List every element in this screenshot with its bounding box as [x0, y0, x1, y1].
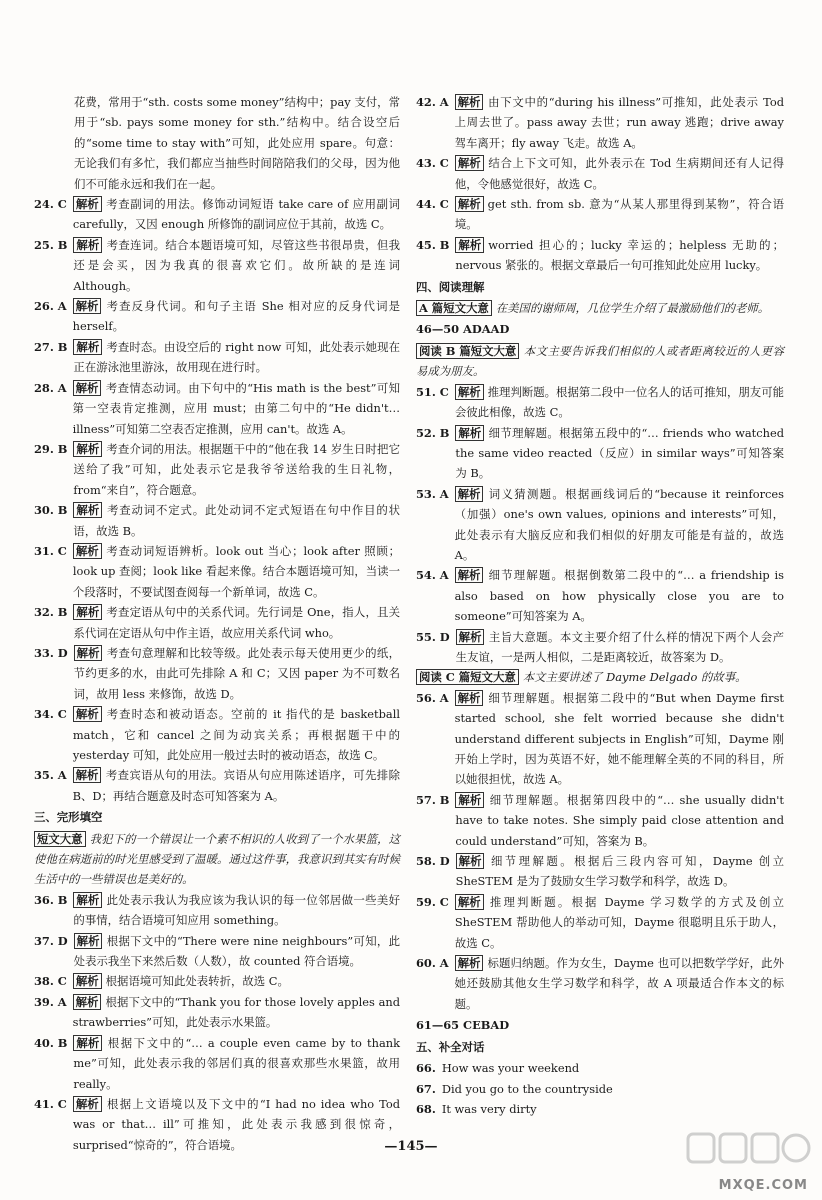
answer-number: 32. B: [34, 605, 68, 620]
analysis-label: 解析: [73, 237, 102, 253]
answer-text: Did you go to the countryside: [441, 1081, 613, 1096]
answer-58: [416, 851, 784, 892]
summary-label: 阅读 C 篇短文大意: [416, 669, 519, 685]
answer-number: 33. D: [34, 645, 68, 660]
answer-59: [416, 892, 784, 953]
answer-text: It was very dirty: [441, 1101, 537, 1116]
answer-number: 31. C: [34, 543, 67, 558]
answer-33: [34, 643, 400, 704]
answer-27: [34, 337, 400, 378]
analysis-label: 解析: [73, 604, 102, 620]
analysis-label: 解析: [73, 1035, 102, 1051]
answer-number: 53. A: [416, 486, 449, 501]
summary-label: 短文大意: [34, 831, 86, 847]
answer-number: 55. D: [416, 629, 450, 644]
answer-28: [34, 378, 400, 439]
analysis-label: 解析: [73, 441, 102, 457]
answer-42: [416, 92, 784, 153]
answer-54: [416, 565, 784, 626]
answer-25: [34, 235, 400, 296]
answer-text: 根据下文中的“Thank you for those lovely apples and strawberries”可知，此处表示水果篮。: [72, 994, 400, 1030]
answer-52: [416, 423, 784, 484]
answer-number: 39. A: [34, 994, 67, 1009]
analysis-label: 解析: [73, 1096, 102, 1112]
answer-text: 由下文中的“during his illness”可推知，此处表示 Tod 上周去世了。pass away 去世；run away 逃跑；drive away 驾车离开；fly away 飞走。故选 A。: [454, 95, 784, 150]
answer-38: [34, 971, 400, 991]
answer-45: [416, 235, 784, 276]
answer-number: 58. D: [416, 854, 450, 869]
answer-number: 43. C: [416, 156, 449, 171]
answer-text: 考查时态和被动语态。空前的 it 指代的是 basketball match，它和 cancel 之间为动宾关系；再根据题干中的 yesterday 可知，此处应用一般过去时的被动语态，故选 C。: [72, 707, 400, 762]
answer-number: 42. A: [416, 95, 449, 109]
answer-44: [416, 194, 784, 235]
right-column: [416, 92, 784, 1119]
answer-text: 根据上文语境以及下文中的“I had no idea who Tod was or that… ill”可推知，此处表示我感到很惊奇，surprised“惊奇的”，符合语境。: [72, 1096, 400, 1152]
answer-number: 45. B: [416, 237, 450, 252]
answer-text: worried 担心的；lucky 幸运的；helpless 无助的；nervous 紧张的。根据文章最后一句可推知此处应用 lucky。: [455, 237, 784, 273]
reading-c-summary: [416, 667, 784, 687]
answers-46-50: 46—50 ADAAD: [416, 322, 510, 337]
answer-number: 24. C: [34, 197, 67, 212]
analysis-label: 解析: [73, 994, 102, 1010]
answer-number: 34. C: [34, 707, 67, 722]
answer-text: 结合上下文可知，此外表示在 Tod 生病期间还有人记得他，令他感觉很好，故选 C。: [454, 156, 784, 191]
page-number: —145—: [384, 1139, 438, 1154]
analysis-label: 解析: [73, 502, 102, 518]
summary-label: A 篇短文大意: [416, 300, 492, 316]
answer-text: 根据下文中的“There were nine neighbours”可知，此处表示我坐下来然后数（人数），故 counted 符合语境。: [73, 933, 400, 969]
answer-text: 细节理解题。根据第五段中的“… friends who watched the same video reacted（反应）in similar ways”可知答案为 B。: [455, 425, 784, 481]
answer-text: 考查句意理解和比较等级。此处表示每天使用更少的纸，节约更多的水，由此可先排除 A 和 C；又因 paper 为不可数名词，故用 less 来修饰，故选 D。: [73, 645, 400, 701]
answer-text: 考查定语从句中的关系代词。先行词是 One，指人，且关系代词在定语从句中作主语，故应用关系代词 who。: [73, 605, 400, 640]
answer-number: 30. B: [34, 503, 68, 518]
analysis-label: 解析: [74, 645, 103, 661]
analysis-label: 解析: [455, 567, 484, 583]
analysis-label: 解析: [73, 380, 102, 396]
answer-number: 59. C: [416, 894, 449, 909]
answer-number: 52. B: [416, 425, 450, 440]
left-column: [34, 92, 400, 1155]
answer-37: [34, 931, 400, 972]
analysis-label: 解析: [455, 425, 484, 441]
analysis-label: 解析: [456, 853, 485, 869]
answer-53: [416, 484, 784, 566]
answer-30: [34, 500, 400, 541]
answer-number: 25. B: [34, 237, 68, 252]
answer-number: 27. B: [34, 339, 68, 354]
answer-number: 66.: [416, 1061, 436, 1076]
analysis-label: 解析: [73, 196, 102, 212]
answer-26: [34, 296, 400, 337]
answer-number: 60. A: [416, 956, 449, 971]
answer-number: 40. B: [34, 1035, 68, 1050]
answer-32: [34, 602, 400, 643]
analysis-label: 解析: [455, 486, 484, 502]
answer-51: [416, 382, 784, 423]
answer-55: [416, 627, 784, 668]
analysis-label: 解析: [73, 767, 102, 783]
answer-text: 考查宾语从句的用法。宾语从句应用陈述语序，可先排除 B、D；再结合题意及时态可知答案为 A。: [72, 768, 400, 803]
analysis-label: 解析: [455, 792, 484, 808]
reading-a-summary: [416, 298, 784, 318]
answer-text: 考查动词短语辨析。look out 当心；look after 照顾；look up 查阅；look like 看起来像。结合本题语境可知，当读一个段落时，不要试图查阅每一个新单词，故选 C。: [72, 543, 400, 599]
answer-number: 67.: [416, 1081, 436, 1096]
answer-number: 57. B: [416, 792, 450, 807]
answer-text: 此处表示我认为我应该为我认识的每一位邻居做一些美好的事情，结合语境可知应用 something。: [73, 892, 400, 928]
section-title-dialog: 五、补全对话: [416, 1039, 485, 1054]
answer-text: 词义猜测题。根据画线词后的“because it reinforces（加强）one's own values, opinions and interests”可知，此处表示有大脑反应和我们相似的好朋友可能是有益的，故选 A。: [454, 486, 784, 562]
analysis-label: 解析: [73, 892, 102, 908]
cloze-summary: [34, 829, 400, 890]
summary-text: 本文主要告诉我们相似的人或者距离较近的人更容易成为朋友。: [416, 343, 784, 379]
section-title-cloze: 三、完形填空: [34, 810, 103, 825]
answer-number: 37. D: [34, 933, 68, 948]
answer-text: 根据语境可知此处表转折，故选 C。: [105, 974, 289, 989]
answer-number: 56. A: [416, 690, 449, 705]
analysis-label: 解析: [74, 933, 103, 949]
answer-number: 41. C: [34, 1096, 67, 1111]
answer-text: 细节理解题。根据后三段内容可知，Dayme 创立 SheSTEM 是为了鼓励女生学习数学和科学，故选 D。: [455, 854, 784, 889]
answer-text: 考查情态动词。由下句中的“His math is the best”可知第一空表肯定推测，应用 must；由第二句中的“He didn't… illness”可知第二空表否定推测，应用 can't。故选 A。: [72, 380, 400, 436]
reading-b-summary: [416, 341, 784, 382]
answer-text: 标题归纳题。作为女生，Dayme 也可以把数学学好，此外她还鼓励其他女生学习数学和科学，故 A 项最适合作本文的标题。: [454, 956, 784, 1011]
analysis-label: 解析: [455, 955, 484, 971]
answer-39: [34, 992, 400, 1033]
answer-40: [34, 1033, 400, 1094]
analysis-label: 解析: [73, 973, 102, 989]
answer-text: 考查反身代词。和句子主语 She 相对应的反身代词是 herself。: [72, 299, 400, 334]
answer-24: [34, 194, 400, 235]
answer-number: 36. B: [34, 892, 68, 907]
answer-60: [416, 953, 784, 1014]
dialog-67: [416, 1079, 784, 1099]
answer-text: 考查时态。由设空后的 right now 可知，此处表示她现在正在游泳池里游泳，故用现在进行时。: [73, 339, 400, 375]
answer-number: 54. A: [416, 568, 449, 583]
analysis-label: 解析: [455, 384, 484, 400]
analysis-label: 解析: [455, 94, 484, 110]
answer-text: 考查连词。结合本题语境可知，尽管这些书很昂贵，但我还是会买，因为我真的很喜欢它们。故所缺的是连词 Although。: [73, 237, 400, 293]
watermark-text: MXQE.COM: [718, 1177, 808, 1193]
answer-number: 35. A: [34, 768, 67, 783]
answer-29: [34, 439, 400, 500]
answer-number: 29. B: [34, 441, 68, 456]
answer-number: 51. C: [416, 384, 449, 399]
answer-text: How was your weekend: [441, 1061, 580, 1076]
analysis-label: 解析: [455, 690, 484, 706]
answer-text: 根据下文中的“… a couple even came by to thank me”可知，此处表示我的邻居们真的很喜欢那些水果篮，故用 really。: [73, 1035, 400, 1091]
dialog-66: [416, 1058, 784, 1078]
answer-35: [34, 765, 400, 806]
answer-number: 26. A: [34, 299, 67, 314]
answer-number: 68.: [416, 1101, 436, 1116]
analysis-label: 解析: [73, 339, 102, 355]
summary-text: 我犯下的一个错误让一个素不相识的人收到了一个水果篮，这使他在病逝前的时光里感受到了温暖。通过这件事，我意识到其实有时候生活中的一些错误也是美好的。: [34, 831, 400, 887]
answer-56: [416, 688, 784, 790]
answers-61-65: 61—65 CEBAD: [416, 1018, 510, 1033]
answer-text: 主旨大意题。本文主要介绍了什么样的情况下两个人会产生友谊，一是两人相似，二是距离较近，故答案为 D。: [455, 629, 784, 664]
analysis-label: 解析: [455, 155, 484, 171]
answer-text: 考查副词的用法。修饰动词短语 take care of 应用副词 carefully，又因 enough 所修饰的副词应位于其前，故选 C。: [72, 197, 400, 232]
intro-paragraph: 花费，常用于“sth. costs some money”结构中；pay 支付，常用于“sb. pays some money for sth.”结构中。结合设空后的“some time to stay with”可知，此处应用 spare。句意：无论我们有多忙，我们都应当抽些时间陪陪我们的父母，因为他们不可能永远和我们在一起。: [74, 95, 400, 191]
answer-text: 考查介词的用法。根据题干中的“他在我 14 岁生日时把它送给了我”可知，此处表示它是我爷爷送给我的生日礼物，from“来自”，符合题意。: [73, 441, 400, 497]
analysis-label: 解析: [455, 196, 484, 212]
answer-number: 38. C: [34, 974, 67, 989]
answer-text: 推理判断题。根据 Dayme 学习数学的方式及创立 SheSTEM 帮助他人的举动可知，Dayme 很聪明且乐于助人，故选 C。: [454, 894, 784, 950]
summary-text: 本文主要讲述了 Dayme Delgado 的故事。: [522, 670, 747, 685]
dialog-68: [416, 1099, 784, 1119]
answer-34: [34, 704, 400, 765]
answer-text: 考查动词不定式。此处动词不定式短语在句中作目的状语，故选 B。: [73, 503, 400, 538]
analysis-label: 解析: [456, 629, 485, 645]
analysis-label: 解析: [73, 543, 102, 559]
answer-text: 细节理解题。根据倒数第二段中的“… a friendship is also based on how physically close you are to someone”可知答案为 A。: [454, 568, 784, 624]
answer-36: [34, 890, 400, 931]
answer-43: [416, 153, 784, 194]
answer-31: [34, 541, 400, 602]
answer-text: get sth. from sb. 意为“从某人那里得到某物”，符合语境。: [454, 197, 784, 232]
section-title-reading: 四、阅读理解: [416, 279, 485, 294]
answer-text: 细节理解题。根据第四段中的“… she usually didn't have to take notes. She simply paid close attention and could understand”可知，答案为 B。: [455, 792, 784, 848]
analysis-label: 解析: [73, 706, 102, 722]
answer-text: 细节理解题。根据第二段中的“But when Dayme first started school, she felt worried because she didn't understand different subjects in English”可知，Dayme 刚开始上学时，因为英语不好，她不能理解全英的不同的科目，所以她很担忧，故选 A。: [454, 690, 784, 787]
analysis-label: 解析: [73, 298, 102, 314]
analysis-label: 解析: [455, 894, 484, 910]
summary-label: 阅读 B 篇短文大意: [416, 343, 519, 359]
answer-text: 推理判断题。根据第二段中一位名人的话可推知，朋友可能会彼此相像，故选 C。: [454, 384, 784, 420]
analysis-label: 解析: [455, 237, 484, 253]
summary-text: 在美国的谢师周，几位学生介绍了最激励他们的老师。: [495, 301, 770, 316]
answer-57: [416, 790, 784, 851]
answer-number: 28. A: [34, 380, 67, 395]
answer-number: 44. C: [416, 197, 449, 212]
